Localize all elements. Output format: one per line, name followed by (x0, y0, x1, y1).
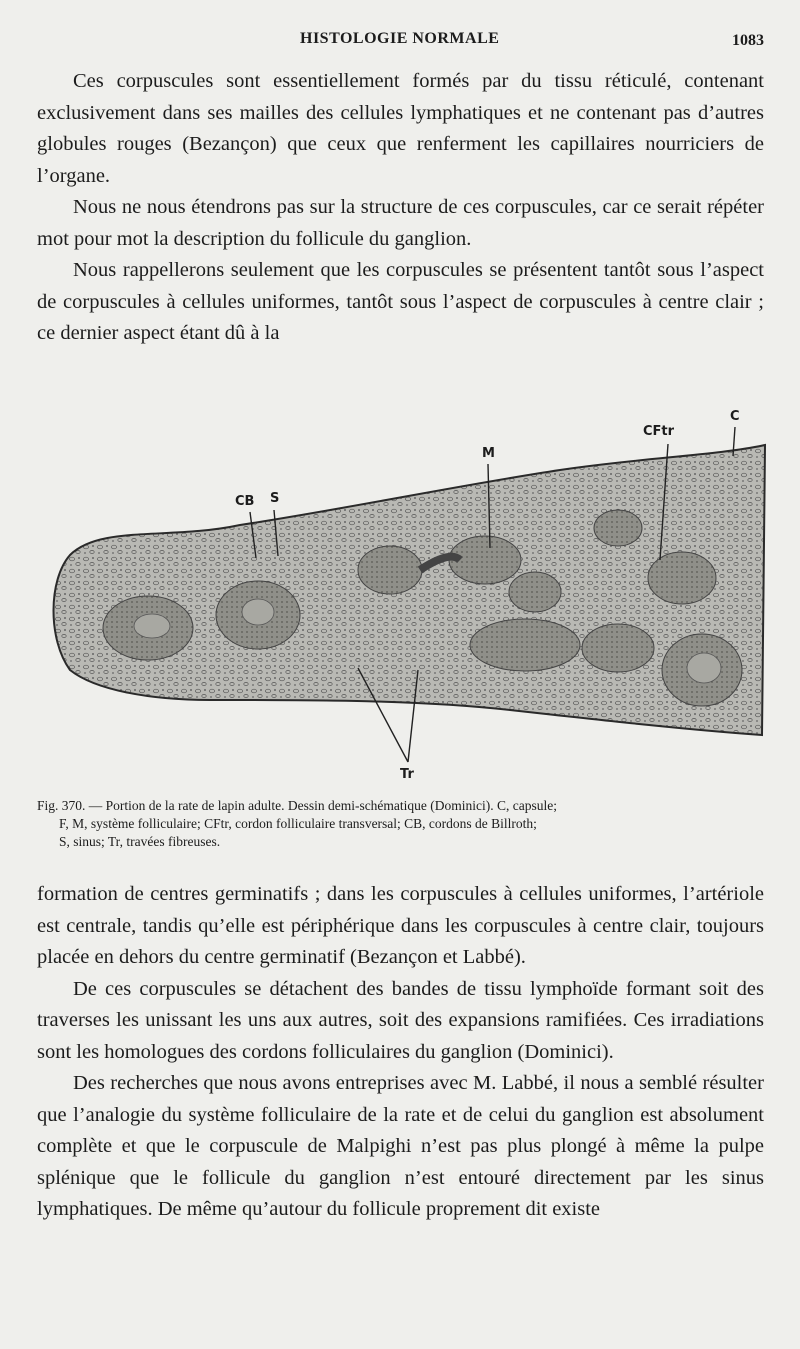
caption-line: S, sinus; Tr, travées fibreuses. (59, 834, 221, 849)
paragraph: formation de centres germinatifs ; dans les corpuscules à cellules uniformes, l’artériole est centrale, tandis qu’elle est périphérique dans les corpuscules à centre clair, toujours placée en dehors du centre germinatif (Bezançon et Labbé). (37, 883, 764, 968)
page-header (0, 30, 800, 58)
label-cb: CB (235, 494, 255, 509)
text-block-top (37, 66, 764, 350)
figure-spleen-section (40, 400, 770, 790)
paragraph: De ces corpuscules se détachent des bandes de tissu lymphoïde formant soit des traverses les unissant les uns aux autres, soit des expansions ramifiées. Ces irradiations sont les homologues des cordons folliculaires du ganglion (Dominici). (37, 977, 764, 1063)
label-s: S (270, 491, 280, 506)
figure-caption (37, 797, 764, 851)
label-m: M (482, 446, 495, 461)
paragraph: Ces corpuscules sont essentiellement formés par du tissu réticulé, contenant exclusivement dans ses mailles des cellules lymphatiques et ne contenant pas d’autres globules rouges (Bezançon) que ceux que renferment les capillaires nourriciers de l’organe. (37, 70, 764, 187)
histology-illustration (40, 400, 770, 790)
paragraph: Nous ne nous étendrons pas sur la structure de ces corpuscules, car ce serait répéter mot pour mot la description du follicule du ganglion. (37, 196, 764, 250)
text-block-bottom (37, 879, 764, 1226)
caption-line: Fig. 370. — Portion de la rate de lapin adulte. Dessin demi-schématique (Dominici). C, capsule; (37, 798, 558, 813)
paragraph: Des recherches que nous avons entreprises avec M. Labbé, il nous a semblé résulter que l’analogie du système folliculaire de la rate et de celui du ganglion est absolument complète et que le corpuscule de Malpighi n’est pas plus plongé à même la pulpe splénique que le follicule du ganglion n’est entouré directement par les sinus lymphatiques. De même qu’autour du follicule proprement dit existe (37, 1072, 764, 1220)
paragraph: Nous rappellerons seulement que les corpuscules se présentent tantôt sous l’aspect de corpuscules à cellules uniformes, tantôt sous l’aspect de corpuscules à centre clair ; ce dernier aspect étant dû à la (37, 259, 764, 344)
running-title: HISTOLOGIE NORMALE (300, 30, 500, 47)
label-c: C (730, 409, 740, 424)
caption-line: F, M, système folliculaire; CFtr, cordon folliculaire transversal; CB, cordons de Billroth; (59, 816, 537, 831)
label-cftr: CFtr (643, 424, 675, 439)
page-number: 1083 (732, 32, 764, 49)
label-tr: Tr (400, 767, 414, 782)
